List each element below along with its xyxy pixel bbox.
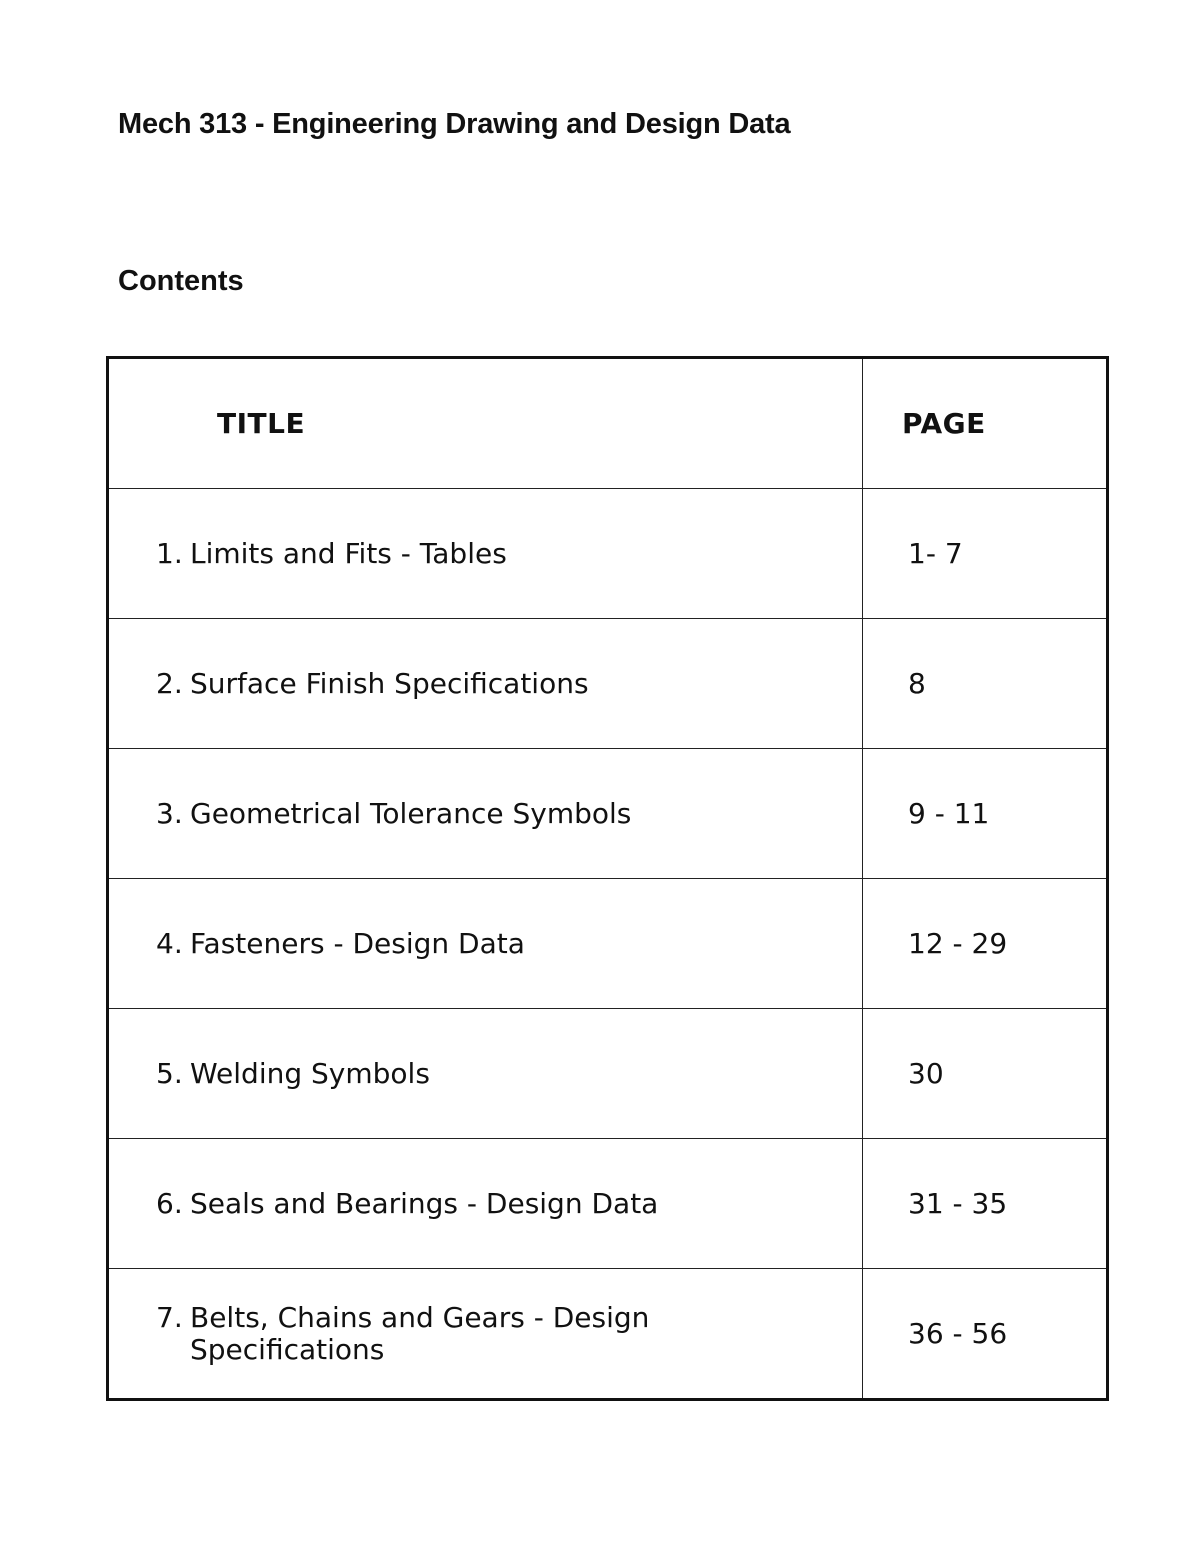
table-header-row bbox=[108, 358, 1108, 489]
entry-page: 8 bbox=[863, 619, 1108, 749]
entry-title: Limits and Fits - Tables bbox=[190, 536, 507, 570]
entry-title-cell bbox=[108, 489, 863, 619]
entry-title-cell bbox=[108, 1139, 863, 1269]
contents-table bbox=[106, 356, 1109, 1401]
entry-number: 4. bbox=[156, 926, 183, 960]
entry-title-cell bbox=[108, 619, 863, 749]
entry-page: 12 - 29 bbox=[863, 879, 1108, 1009]
entry-page: 36 - 56 bbox=[863, 1269, 1108, 1400]
entry-title-cell bbox=[108, 1009, 863, 1139]
entry-page: 9 - 11 bbox=[863, 749, 1108, 879]
document-title: Mech 313 - Engineering Drawing and Design Data bbox=[118, 108, 791, 140]
table-row bbox=[108, 619, 1108, 749]
entry-page: 1- 7 bbox=[863, 489, 1108, 619]
entry-title: Surface Finish Specifications bbox=[190, 666, 589, 700]
entry-title: Seals and Bearings - Design Data bbox=[190, 1186, 659, 1220]
entry-number: 6. bbox=[156, 1186, 183, 1220]
table-row bbox=[108, 1009, 1108, 1139]
entry-number: 5. bbox=[156, 1056, 183, 1090]
entry-number: 3. bbox=[156, 796, 183, 830]
title-column-header: TITLE bbox=[108, 358, 863, 489]
entry-title: Geometrical Tolerance Symbols bbox=[190, 796, 632, 830]
entry-page: 31 - 35 bbox=[863, 1139, 1108, 1269]
table-row bbox=[108, 749, 1108, 879]
entry-title-cell bbox=[108, 749, 863, 879]
contents-heading: Contents bbox=[118, 265, 244, 297]
entry-number: 2. bbox=[156, 666, 183, 700]
entry-title: Fasteners - Design Data bbox=[190, 926, 525, 960]
entry-title: Welding Symbols bbox=[190, 1056, 430, 1090]
page-column-header: PAGE bbox=[863, 358, 1108, 489]
entry-page: 30 bbox=[863, 1009, 1108, 1139]
entry-title-cell bbox=[108, 879, 863, 1009]
entry-number: 1. bbox=[156, 536, 183, 570]
entry-title: Belts, Chains and Gears - Design Specifications bbox=[190, 1300, 650, 1366]
table-row bbox=[108, 1139, 1108, 1269]
table-body bbox=[108, 489, 1108, 1400]
table-row bbox=[108, 879, 1108, 1009]
entry-title-cell bbox=[108, 1269, 863, 1400]
table-row bbox=[108, 1269, 1108, 1400]
table-row bbox=[108, 489, 1108, 619]
entry-number: 7. bbox=[156, 1300, 183, 1334]
